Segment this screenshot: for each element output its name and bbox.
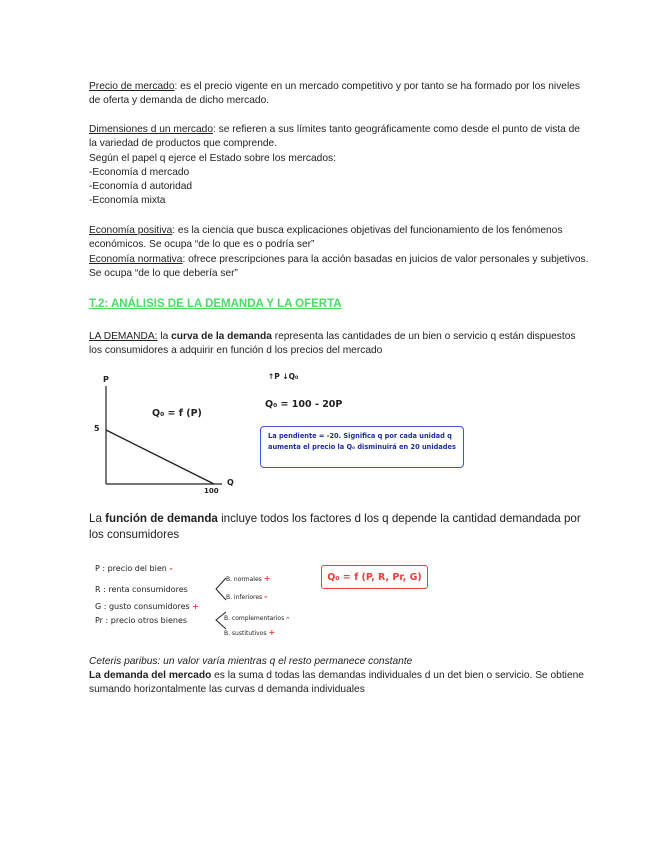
precio-mercado-term: Precio de mercado [89, 81, 175, 92]
y-axis-label: P [103, 375, 109, 384]
ceteris-paribus: Ceteris paribus: un valor varía mientras q el resto permanece constante [89, 656, 413, 667]
demanda-paragraph [89, 330, 589, 359]
demanda-bold: curva de la demanda [171, 331, 272, 342]
y-intercept-label: 5 [94, 424, 100, 433]
funcion-bold: función de demanda [105, 512, 218, 525]
arrows-note: ↑P ↓Q₀ [268, 372, 299, 381]
factor-item: G : gusto consumidores + [95, 602, 199, 611]
positiva-term: Economía positiva [89, 225, 173, 236]
equation-note: Q₀ = 100 - 20P [265, 399, 343, 410]
list-item: -Economía d mercado [89, 166, 190, 178]
demanda-term: LA DEMANDA: [89, 331, 158, 342]
dimensiones-term: Dimensiones d un mercado [89, 124, 214, 135]
precio-mercado-text: : es el precio vigente en un mercado competitivo y por tanto se ha formado por los niveles de oferta y demanda de dicho mercado. [89, 81, 580, 107]
economia-paragraph [89, 224, 589, 281]
pendiente-box [260, 426, 464, 468]
factor-item: R : renta consumidores [95, 585, 188, 594]
branch-item: B. inferiores - [226, 592, 268, 601]
normativa-text: : ofrece prescripciones para la acción basadas en juicios de valor personales y subjetivos. Se ocupa “de lo que debería ser” [89, 253, 589, 279]
precio-mercado-paragraph [89, 80, 589, 109]
branch-item: B. normales + [226, 574, 271, 583]
function-box-text: Q₀ = f (P, R, Pr, G) [327, 571, 422, 583]
x-axis-label: Q [227, 478, 234, 487]
function-box [321, 565, 428, 589]
demanda-pre: la [157, 331, 172, 342]
mercado-bold: La demanda del mercado [89, 670, 212, 681]
mercado-text: es la suma d todas las demandas individuales d un det bien o servicio. Se obtiene sumando horizontalmente las curvas d demanda individuales [89, 670, 584, 696]
list-item: -Economía d autoridad [89, 181, 193, 193]
graph-formula: Q₀ = f (P) [152, 408, 202, 419]
dimensiones-paragraph [89, 123, 589, 209]
mercado-paragraph [89, 669, 589, 698]
funcion-pre: La [89, 512, 106, 525]
demand-graph [90, 372, 250, 502]
x-intercept-label: 100 [204, 487, 219, 495]
funcion-paragraph [89, 511, 589, 543]
demand-curve [106, 430, 214, 484]
section-title: T.2: ANÁLISIS DE LA DEMANDA Y LA OFERTA [89, 298, 342, 310]
branch-brackets [212, 574, 232, 634]
branch-item: B. complementarios - [224, 613, 290, 622]
factor-item: Pr : precio otros bienes [95, 616, 188, 625]
dimensiones-intro: Según el papel q ejerce el Estado sobre los mercados: [89, 152, 336, 164]
positiva-text: : es la ciencia que busca explicaciones objetivas del funcionamiento de los fenómenos económicos. Se ocupa “de lo que es o podría ser” [89, 225, 563, 251]
funcion-text: incluye todos los factores d los q depende la cantidad demandada por los consumidores [89, 512, 581, 541]
pendiente-text: La pendiente = -20. Significa q por cada unidad q aumenta el precio la Q₀ disminuirá en 20 unidades [268, 432, 456, 451]
demanda-text: representa las cantidades de un bien o servicio q están dispuestos los consumidores a adquirir en función d los precios del mercado [89, 331, 576, 357]
list-item: -Economía mixta [89, 195, 166, 207]
dimensiones-text: : se refieren a sus límites tanto geográficamente como desde el punto de vista de la variedad de productos que comprende. [89, 124, 580, 150]
branch-item: B. sustitutivos + [224, 628, 276, 637]
normativa-term: Economía normativa [89, 253, 183, 265]
factor-item: P : precio del bien - [95, 564, 173, 573]
